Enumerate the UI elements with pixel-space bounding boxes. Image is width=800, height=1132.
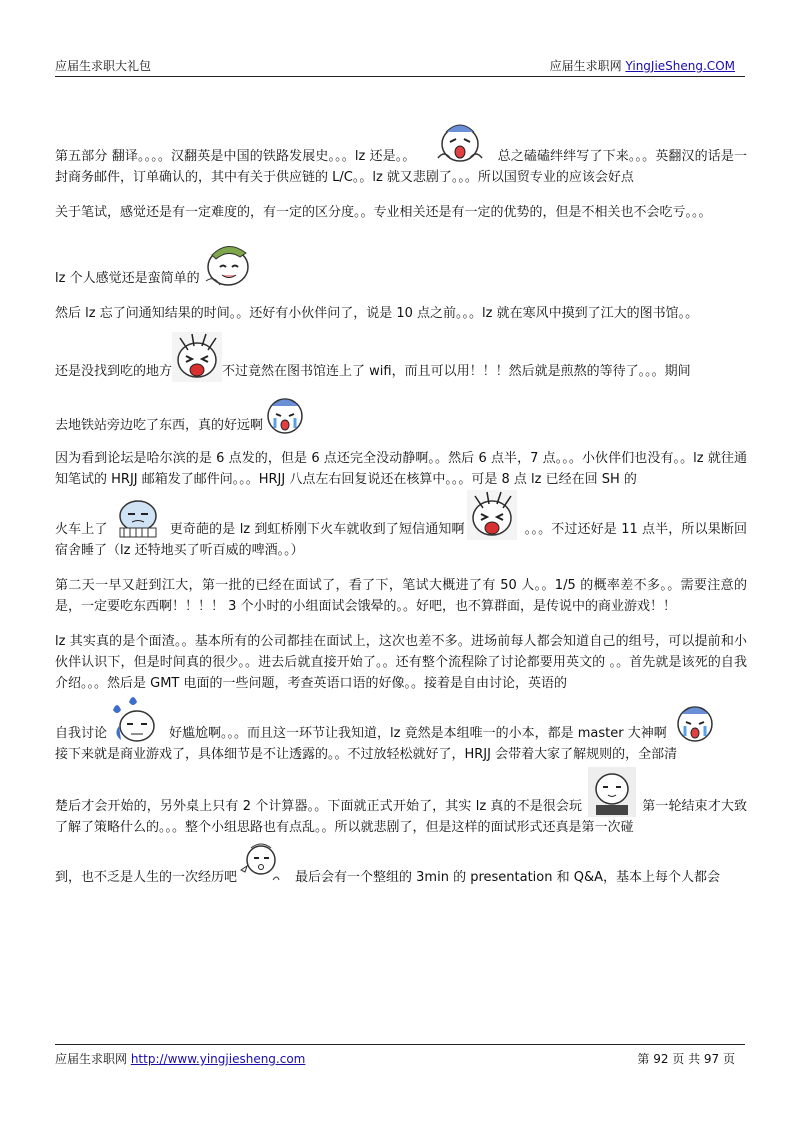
paragraph-feeling: lz 个人感觉还是蛮简单的 [55, 237, 747, 289]
document-body [55, 118, 747, 888]
happy-emoticon-icon [200, 237, 258, 289]
paragraph-second-day: 第二天一早又赶到江大，第一批的已经在面试了，看了下，笔试大概进了有 50 人。。1/5 的概率差不多。。需要注意的是，一定要吃东西啊！！！！ 3 个小时的小组面试会饿晕的。。好吧，也不算群面，是传说中的商业游戏！！ [55, 578, 747, 614]
cry-emoticon-icon [673, 700, 717, 744]
paragraph-self-discussion: 自我讨论 好尴尬啊。。。而且这一环节让我知道，lz 竟然是本组唯一的小本，都是 master 大神啊 [55, 696, 747, 744]
paragraph-library: 然后 lz 忘了问通知结果的时间。。还好有小伙伴问了，说是 10 点之前。。。lz 就在寒风中摸到了江大的图书馆。。 [55, 306, 699, 321]
paragraph-business-game: 接下来就是商业游戏了，具体细节是不让透露的。。不过放轻松就好了，HRJJ 会带着大家了解规则的，全部清 [55, 747, 678, 762]
header-site-link[interactable]: YingJieSheng.COM [625, 59, 735, 73]
paragraph-experience: 到，也不乏是人生的一次经历吧 最后会有一个整组的 3min 的 presentation 和 Q&A，基本上每个人都会 [55, 840, 747, 888]
paragraph-train: 火车上了 更奇葩的是 lz 到虹桥刚下火车就收到了短信通知啊 。。。不过还好是 11 点半，所以果断回宿舍睡了（lz 还特地买了听百威的啤酒。。） [55, 490, 747, 561]
header-divider [55, 76, 745, 77]
cry-emoticon-icon [430, 118, 490, 166]
page-footer [55, 1050, 745, 1067]
paragraph-waiting: 因为看到论坛是哈尔滨的是 6 点发的，但是 6 点还完全没动静啊。。然后 6 点半，7 点。。。小伙伴们也没有。。lz 就往通知笔试的 HRJJ 邮箱发了邮件问。。。HRJJ 八点左右回复说还在核算中。。。可是 8 点 lz 已经在回 SH 的 [55, 451, 747, 487]
header-title: 应届生求职大礼包 [55, 59, 152, 73]
tired-emoticon-icon [114, 496, 162, 540]
paragraph-interview: lz 其实真的是个面渣。。基本所有的公司都挂在面试上，这次也差不多。进场前每人都会知道自己的组号，可以提前和小伙伴认识下，但是时间真的很少。。进去后就直接开始了。。还有整个流程除了讨论都要用英文的 。。首先就是该死的自我介绍。。。然后是 GMT 电面的一些问题，考查英语口语的好像。。接着是自由讨论，英语的 [55, 634, 747, 691]
whistle-emoticon-icon [239, 840, 281, 888]
paragraph-wifi: 还是没找到吃的地方 不过竟然在图书馆连上了 wifi，而且可以用！！！然后就是煎熬的等待了。。。期间 [55, 332, 747, 382]
paragraph-written-test: 关于笔试，感觉还是有一定难度的，有一定的区分度。。专业相关还是有一定的优势的，但是不相关也不会吃亏。。。 [55, 205, 712, 220]
footer-divider [55, 1044, 745, 1045]
sweat-emoticon-icon [109, 696, 161, 744]
footer-site-link[interactable]: http://www.yingjiesheng.com [130, 1052, 306, 1066]
scream-emoticon-icon [467, 490, 517, 540]
paragraph-calculator: 楚后才会开始的，另外桌上只有 2 个计算器。。下面就正式开始了，其实 lz 真的不是很会玩 第一轮结束才大致了解了策略什么的。。。整个小组思路也有点乱。。所以就悲剧了，但是这样的面试形式还真是第一次碰 [55, 767, 747, 838]
scream-emoticon-icon [172, 332, 222, 382]
shy-emoticon-icon [588, 767, 636, 817]
page-header [55, 57, 745, 75]
cry-emoticon-icon [263, 392, 307, 436]
header-site: 应届生求职网 YingJieSheng.COM [549, 59, 735, 73]
paragraph-translation: 第五部分 翻译。。。。汉翻英是中国的铁路发展史。。。lz 还是。。 总之磕磕绊绊写了下来。。。英翻汉的话是一封商务邮件，订单确认的，其中有关于供应链的 L/C。。lz 就又悲剧了。。。所以国贸专业的应该会好点 [55, 118, 747, 188]
footer-site: 应届生求职网 http://www.yingjiesheng.com [55, 1052, 306, 1066]
paragraph-subway: 去地铁站旁边吃了东西，真的好远啊 [55, 392, 747, 436]
page-number: 第 92 页 共 97 页 [637, 1052, 735, 1066]
